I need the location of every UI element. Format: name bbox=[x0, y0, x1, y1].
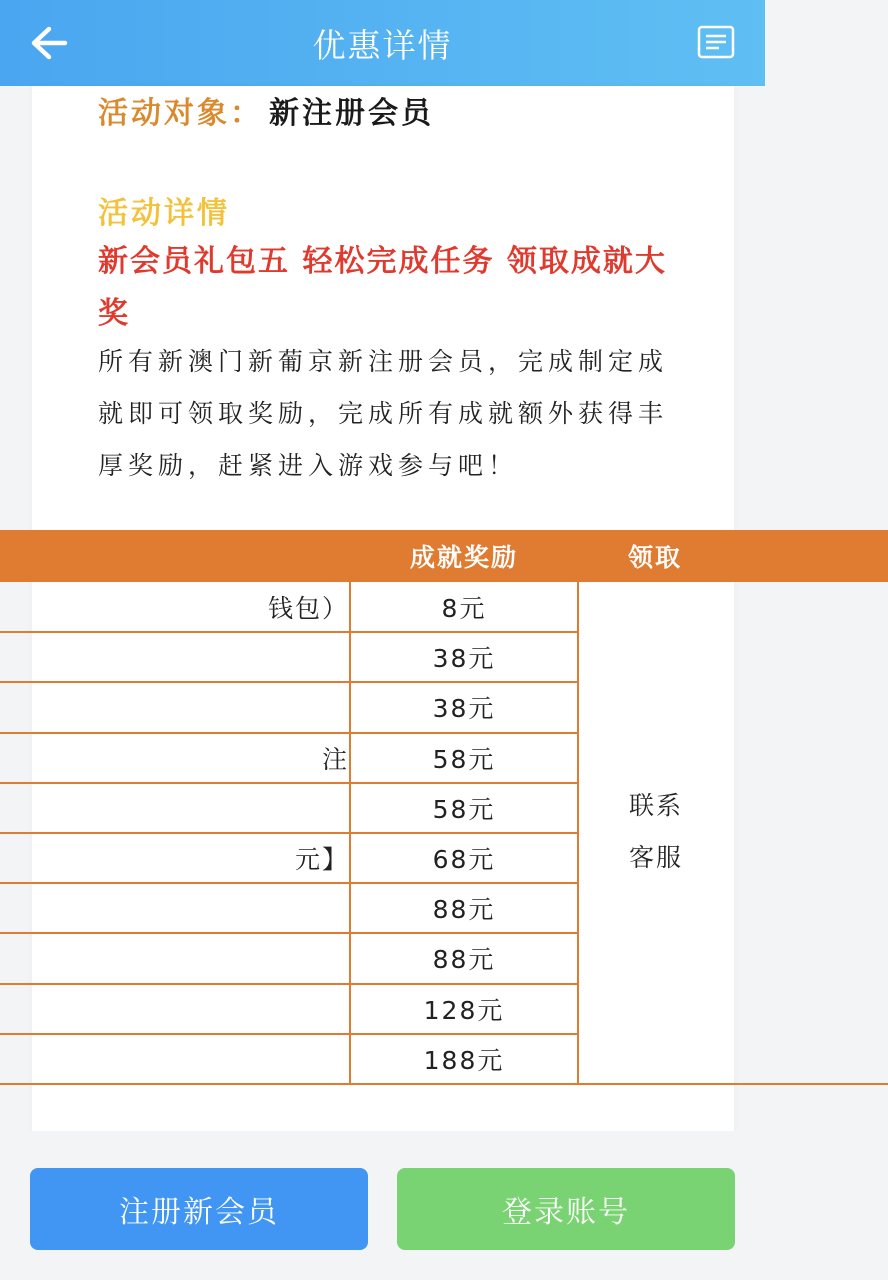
target-label: 活动对象： bbox=[98, 96, 263, 131]
target-audience bbox=[98, 88, 434, 131]
reward-table bbox=[0, 530, 888, 1085]
reward-cell: 88元 bbox=[350, 933, 578, 983]
claim-cell bbox=[578, 582, 888, 1084]
reward-cell: 38元 bbox=[350, 632, 578, 682]
document-list-icon bbox=[697, 25, 735, 59]
reward-cell: 8元 bbox=[350, 582, 578, 632]
reward-table-viewport[interactable] bbox=[98, 530, 684, 1086]
reward-cell: 188元 bbox=[350, 1034, 578, 1084]
task-cell bbox=[0, 883, 350, 933]
header-claim: 领取 bbox=[578, 530, 888, 582]
table-header-row bbox=[0, 530, 888, 582]
task-cell bbox=[0, 933, 350, 983]
task-text: 注 bbox=[321, 744, 349, 774]
arrow-left-icon bbox=[29, 25, 69, 61]
bottom-action-bar bbox=[0, 1131, 765, 1280]
reward-cell: 58元 bbox=[350, 783, 578, 833]
back-button[interactable] bbox=[26, 20, 72, 66]
top-bar bbox=[0, 0, 765, 86]
promo-title: 新会员礼包五 轻松完成任务 领取成就大奖 bbox=[98, 244, 667, 331]
page-title: 优惠详情 bbox=[312, 25, 453, 65]
table-row bbox=[0, 582, 888, 632]
details-heading: 活动详情 bbox=[98, 196, 230, 231]
task-text: 钱包） bbox=[267, 593, 349, 623]
header-reward: 成就奖励 bbox=[350, 530, 578, 582]
task-cell bbox=[0, 582, 350, 632]
task-cell bbox=[0, 783, 350, 833]
task-cell bbox=[0, 632, 350, 682]
reward-cell: 128元 bbox=[350, 984, 578, 1034]
login-button[interactable]: 登录账号 bbox=[397, 1168, 735, 1250]
promo-detail-card bbox=[32, 86, 734, 1131]
reward-cell: 58元 bbox=[350, 733, 578, 783]
register-button[interactable]: 注册新会员 bbox=[30, 1168, 368, 1250]
claim-text: 联系客服 bbox=[629, 791, 684, 873]
reward-cell: 88元 bbox=[350, 883, 578, 933]
header-task bbox=[0, 530, 350, 582]
task-text: 元】 bbox=[294, 845, 349, 875]
reward-cell: 68元 bbox=[350, 833, 578, 883]
reward-cell: 38元 bbox=[350, 682, 578, 732]
task-cell bbox=[0, 833, 350, 883]
menu-button[interactable] bbox=[695, 21, 737, 63]
promo-description: 所有新澳门新葡京新注册会员，完成制定成就即可领取奖励，完成所有成就额外获得丰厚奖励，赶紧进入游戏参与吧！ bbox=[98, 347, 669, 480]
target-value: 新注册会员 bbox=[269, 96, 434, 131]
task-cell bbox=[0, 733, 350, 783]
task-cell bbox=[0, 682, 350, 732]
task-cell bbox=[0, 984, 350, 1034]
task-cell bbox=[0, 1034, 350, 1084]
